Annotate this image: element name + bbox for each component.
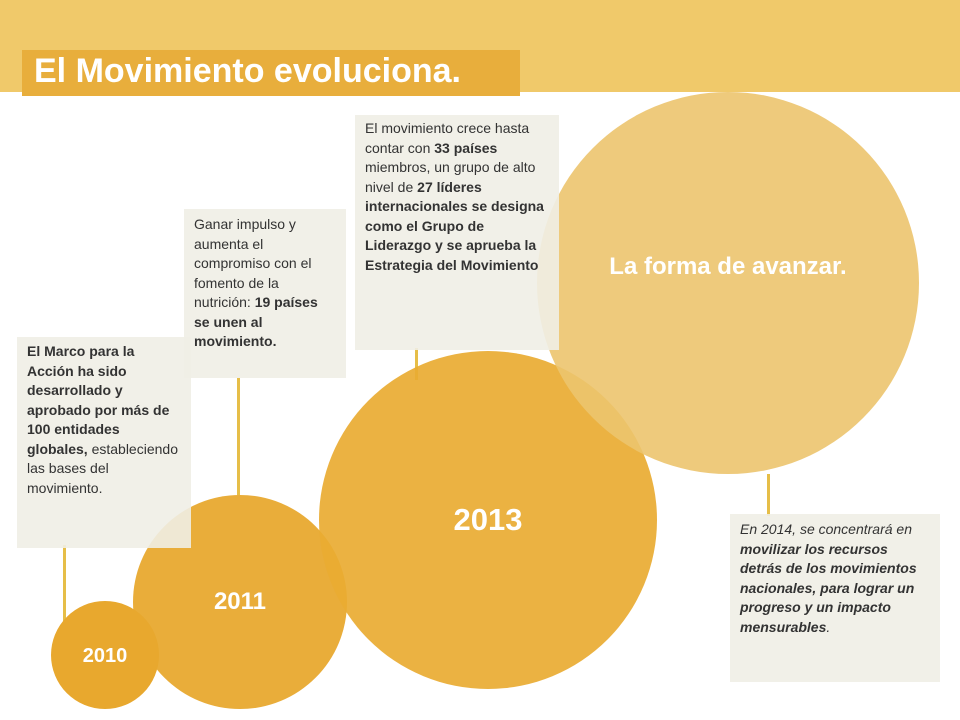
- box-2013-bold-a: 33 países: [434, 139, 498, 156]
- box-2014-bold: movilizar los recursos detrás de los movimientos nacionales, para lograr un progreso y un impacto mensurables: [740, 540, 917, 635]
- box-2010-bold: El Marco para la Acción ha sido desarrollado y aprobado por más de 100 entidades globales,: [27, 343, 170, 457]
- box-2010-text: estableciendo las bases del movimiento.: [27, 440, 178, 496]
- connector-2011: [237, 378, 240, 496]
- text-box-2014: [730, 514, 940, 682]
- forward-label: La forma de avanzar.: [609, 253, 847, 280]
- year-2010-label: 2010: [82, 645, 128, 667]
- text-box-2013: [355, 115, 559, 350]
- year-2013-label: 2013: [453, 502, 523, 537]
- text-box-2010: [17, 337, 191, 548]
- year-2011-label: 2011: [213, 588, 267, 615]
- box-2011-text: Ganar impulso y aumenta el compromiso con el fomento de la nutrición:: [194, 216, 312, 310]
- box-2014-text-a: En 2014, se concentrará en: [740, 521, 913, 537]
- box-2014-text-b: .: [826, 618, 831, 635]
- slide-title: El Movimiento evoluciona.: [34, 52, 461, 90]
- text-box-2011: [184, 209, 346, 378]
- connector-2010: [63, 545, 66, 623]
- box-2011-bold: 19 países se unen al movimiento.: [194, 294, 318, 349]
- box-2013-text-a: El movimiento crece hasta contar con: [365, 120, 530, 156]
- title-banner: [22, 50, 520, 96]
- box-2013-text-b: miembros, un grupo de alto nivel de: [365, 159, 536, 195]
- box-2013-bold-b: 27 líderes internacionales se designa como el Grupo de Liderazgo y se aprueba la Estrategia del Movimiento: [365, 178, 544, 273]
- connector-forward: [767, 474, 770, 516]
